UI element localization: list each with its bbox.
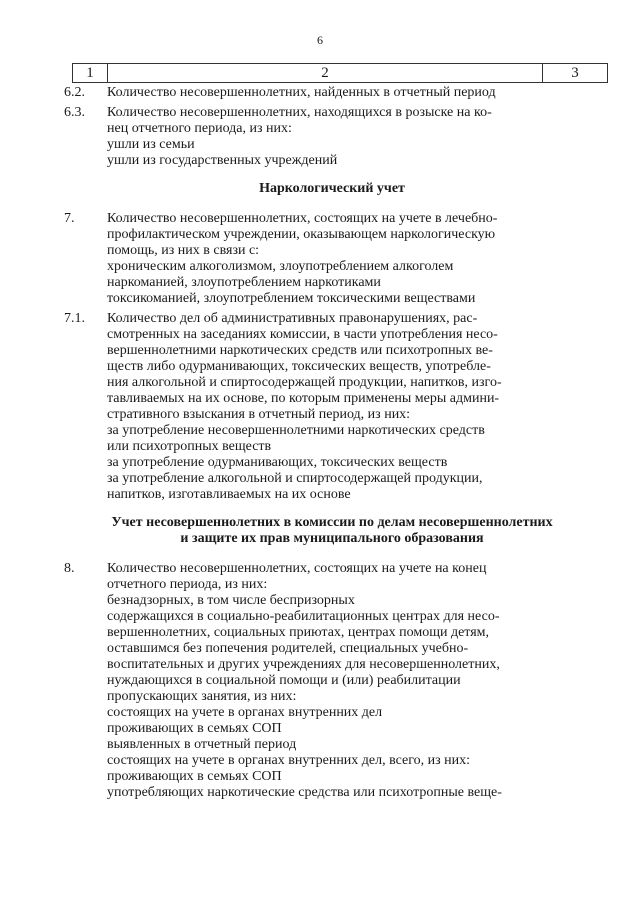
- subitem: наркоманией, злоупотреблением наркотиками: [107, 275, 381, 290]
- item-text: Количество несовершеннолетних, найденных в отчетный период: [107, 85, 496, 100]
- section-title-line: Учет несовершеннолетних в комиссии по делам несовершеннолетних: [111, 515, 553, 530]
- subitem: состоящих на учете в органах внутренних дел, всего, из них:: [107, 753, 471, 768]
- subitem: воспитательных и других учреждениях для несовершеннолетних,: [107, 657, 500, 672]
- item-text: Количество дел об административных правонарушениях, рас-: [107, 311, 478, 326]
- subitem: оставшимся без попечения родителей, специальных учебно-: [107, 641, 469, 656]
- subitem: ушли из государственных учреждений: [107, 153, 338, 168]
- item-text: отчетного периода, из них:: [107, 577, 268, 592]
- subitem: нуждающихся в социальной помощи и (или) реабилитации: [107, 673, 461, 688]
- item-number: 8.: [64, 561, 75, 576]
- subitem: употребляющих наркотические средства или психотропные веще-: [107, 785, 502, 800]
- item-6-2: [0, 85, 640, 101]
- column-1-header: 1: [73, 64, 108, 83]
- subitem: содержащихся в социально-реабилитационных центрах для несо-: [107, 609, 500, 624]
- subitem: за употребление алкогольной и спиртосодержащей продукции,: [107, 471, 483, 486]
- column-2-header: 2: [108, 64, 543, 83]
- item-number: 6.3.: [64, 105, 85, 120]
- item-text: ществ либо одурманивающих, токсических веществ, употребле-: [107, 359, 491, 374]
- subitem: пропускающих занятия, из них:: [107, 689, 297, 704]
- item-text: Количество несовершеннолетних, состоящих на учете на конец: [107, 561, 487, 576]
- item-text: нец отчетного периода, из них:: [107, 121, 292, 136]
- item-number: 6.2.: [64, 85, 85, 100]
- item-6-3: [0, 105, 640, 137]
- subitem: за употребление несовершеннолетними наркотических средств: [107, 423, 485, 438]
- item-number: 7.: [64, 211, 75, 226]
- section-title-commission: [72, 515, 592, 547]
- item-7-1: [0, 311, 640, 423]
- item-8: [0, 561, 640, 593]
- subitem: токсикоманией, злоупотреблением токсическими веществами: [107, 291, 476, 306]
- subitem: проживающих в семьях СОП: [107, 769, 282, 784]
- subitem: вершеннолетних, социальных приютах, центрах помощи детям,: [107, 625, 490, 640]
- subitem: или психотропных веществ: [107, 439, 272, 454]
- item-text: вершеннолетними наркотических средств или психотропных ве-: [107, 343, 493, 358]
- item-text: стративного взыскания в отчетный период, из них:: [107, 407, 411, 422]
- document-body: [0, 85, 640, 801]
- item-text: Количество несовершеннолетних, находящихся в розыске на ко-: [107, 105, 492, 120]
- subitem: хроническим алкоголизмом, злоупотреблением алкоголем: [107, 259, 454, 274]
- subitem: состоящих на учете в органах внутренних дел: [107, 705, 383, 720]
- section-title-line: и защите их прав муниципального образования: [180, 531, 484, 546]
- item-7: [0, 211, 640, 259]
- subitem: безнадзорных, в том числе беспризорных: [107, 593, 355, 608]
- subitem: ушли из семьи: [107, 137, 195, 152]
- item-text: смотренных на заседаниях комиссии, в части употребления несо-: [107, 327, 498, 342]
- item-text: Количество несовершеннолетних, состоящих на учете в лечебно-: [107, 211, 498, 226]
- subitem: проживающих в семьях СОП: [107, 721, 282, 736]
- subitem: за употребление одурманивающих, токсических веществ: [107, 455, 448, 470]
- section-title-narcology: Наркологический учет: [259, 181, 405, 196]
- item-text: профилактическом учреждении, оказывающем наркологическую: [107, 227, 496, 242]
- subitem: напитков, изготавливаемых на их основе: [107, 487, 351, 502]
- item-text: помощь, из них в связи с:: [107, 243, 260, 258]
- item-text: тавливаемых на их основе, по которым применены меры админи-: [107, 391, 500, 406]
- column-3-header: 3: [543, 64, 608, 83]
- subitem: выявленных в отчетный период: [107, 737, 297, 752]
- item-text: ния алкогольной и спиртосодержащей продукции, напитков, изго-: [107, 375, 502, 390]
- item-number: 7.1.: [64, 311, 85, 326]
- table-header-row: [72, 63, 608, 83]
- page-number: 6: [317, 33, 323, 47]
